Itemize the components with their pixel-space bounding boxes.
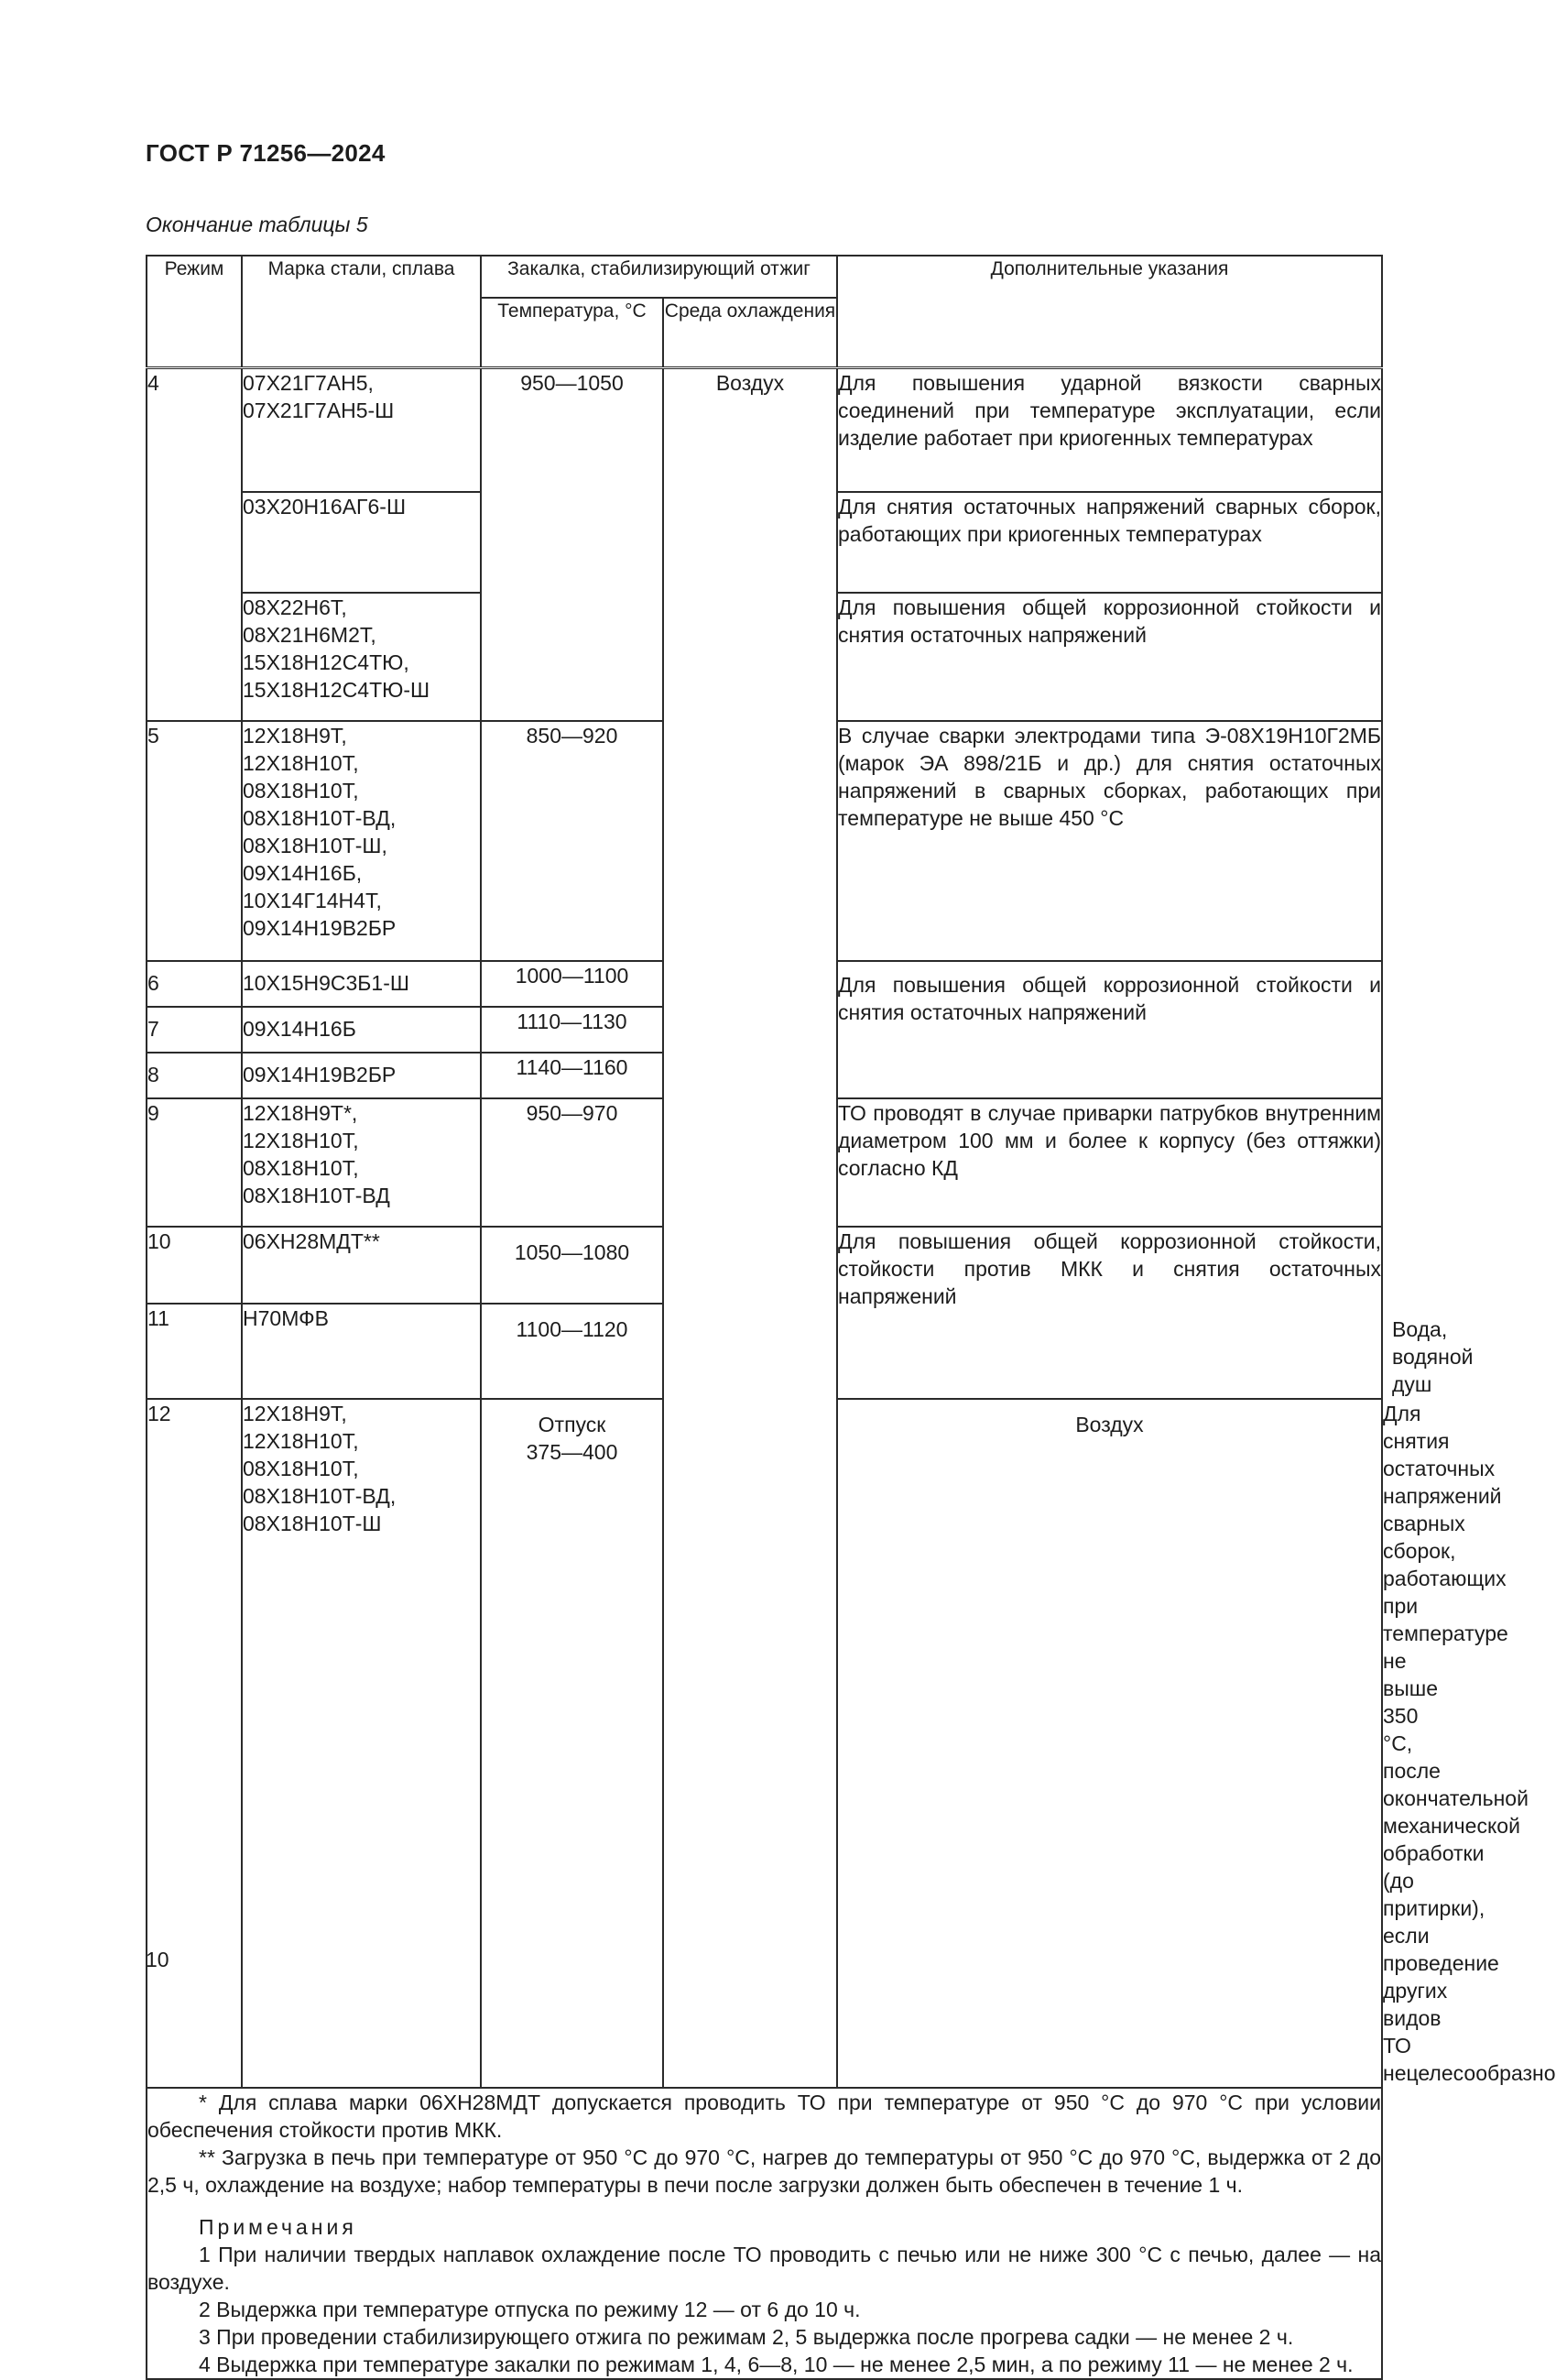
note-cell: Для повышения общей коррозионной стойкости и снятия остаточных напряжений <box>837 961 1382 1098</box>
grade-line: 09Х14Н19В2БР <box>243 916 397 940</box>
temperature-label: Отпуск <box>538 1413 606 1436</box>
grade-line: 07Х21Г7АН5-Ш <box>243 398 395 422</box>
temperature-cell: 950—1050 <box>481 367 663 721</box>
header-grade: Марка стали, сплава <box>242 256 481 367</box>
grade-line: 12Х18Н10Т, <box>243 1129 359 1152</box>
mode-cell: 6 <box>147 961 242 1007</box>
grade-line: 07Х21Г7АН5, <box>243 370 374 395</box>
grade-cell <box>242 593 481 721</box>
grade-line: 15Х18Н12С4ТЮ-Ш <box>243 678 430 702</box>
table-row: 12 12Х18Н9Т, 12Х18Н10Т, 08Х18Н10Т, 08Х18Н10Т-ВД, 08Х18Н10Т-Ш Отпуск 375—400 Воздух Для снятия остаточных напряжений сварных сборок, работающих при температуре не выше 350 °С, после окончательной механической обработки (до притирки), если проведение других видов ТО нецелесообразно <box>147 1399 1382 2088</box>
mode-cell: 9 <box>147 1098 242 1227</box>
note-cell: В случае сварки электродами типа Э-08Х19Н10Г2МБ (марок ЭА 898/21Б и др.) для снятия остаточных напряжений в сварных сборках, работающих при температуре не выше 450 °С <box>837 721 1382 961</box>
temperature-cell: 850—920 <box>481 721 663 961</box>
grade-line: 12Х18Н9Т, <box>243 724 347 748</box>
header-mode: Режим <box>147 256 242 367</box>
footnote: ** Загрузка в печь при температуре от 950 °С до 970 °С, нагрев до температуры от 950 °С до 970 °С, выдержка от 2 до 2,5 ч, охлаждение на воздухе; набор температуры в печи после загрузки должен быть обеспечен в течение 1 ч. <box>147 2145 1381 2197</box>
table-footer-row <box>147 2088 1382 2379</box>
grade-line: 08Х18Н10Т, <box>243 779 359 802</box>
table-row: 11 Н70МФВ 1100—1120 Вода, водяной душ <box>147 1304 1382 1399</box>
note-item: 3 При проведении стабилизирующего отжига по режимам 2, 5 выдержка после прогрева садки — не менее 2 ч. <box>199 2325 1294 2349</box>
mode-cell: 4 <box>147 367 242 721</box>
heat-treatment-table <box>146 255 1556 2380</box>
grade-line: 03Х20Н16АГ6-Ш <box>243 495 407 519</box>
table-caption: Окончание таблицы 5 <box>146 213 368 236</box>
grade-line: 08Х18Н10Т, <box>243 1457 359 1480</box>
grade-line: 08Х18Н10Т-Ш <box>243 1512 382 1535</box>
grade-cell <box>242 492 481 593</box>
grade-cell <box>242 1399 481 2088</box>
note-item: 2 Выдержка при температуре отпуска по режиму 12 — от 6 до 10 ч. <box>199 2298 861 2321</box>
temperature-cell: 1140—1160 <box>481 1053 663 1098</box>
grade-line: 08Х18Н10Т-ВД, <box>243 1484 397 1508</box>
note-cell: Для повышения ударной вязкости сварных соединений при температуре эксплуатации, если изделие работает при криогенных температурах <box>837 367 1382 492</box>
temperature-cell: 1000—1100 <box>481 961 663 1007</box>
mode-cell: 7 <box>147 1007 242 1053</box>
grade-line: 08Х22Н6Т, <box>243 595 347 619</box>
header-temperature: Температура, °C <box>481 298 663 367</box>
grade-line: 15Х18Н12С4ТЮ, <box>243 650 409 674</box>
grade-line: 08Х18Н10Т, <box>243 1156 359 1180</box>
mode-cell: 8 <box>147 1053 242 1098</box>
mode-cell: 5 <box>147 721 242 961</box>
header-notes: Дополнительные указания <box>837 256 1382 367</box>
grade-cell <box>242 721 481 961</box>
grade-cell: Н70МФВ <box>242 1304 481 1399</box>
grade-cell <box>242 367 481 492</box>
footer-cell <box>147 2088 1382 2379</box>
grade-line: 08Х18Н10Т-ВД, <box>243 806 397 830</box>
note-item: 1 При наличии твердых наплавок охлаждение после ТО проводить с печью или не ниже 300 °С с печью, далее — на воздухе. <box>147 2243 1381 2294</box>
grade-line: 08Х18Н10Т-Ш, <box>243 834 387 857</box>
medium-cell-merged: Воздух <box>663 367 837 2088</box>
temperature-cell: 950—970 <box>481 1098 663 1227</box>
grade-cell: 06ХН28МДТ** <box>242 1227 481 1304</box>
grade-cell: 09Х14Н16Б <box>242 1007 481 1053</box>
note-cell: ТО проводят в случае приварки патрубков внутренним диаметром 100 мм и более к корпусу (без оттяжки) согласно КД <box>837 1098 1382 1227</box>
temperature-cell: 1050—1080 <box>481 1227 663 1304</box>
note-cell: Для повышения общей коррозионной стойкости и снятия остаточных напряжений <box>837 593 1382 721</box>
note-cell: Для снятия остаточных напряжений сварных сборок, работающих при криогенных температурах <box>837 492 1382 593</box>
note-item: 4 Выдержка при температуре закалки по режимам 1, 4, 6—8, 10 — не менее 2,5 мин, а по режиму 11 — не менее 2 ч. <box>199 2353 1354 2376</box>
header-medium: Среда охлаждения <box>663 298 837 367</box>
grade-line: 12Х18Н9Т, <box>243 1402 347 1425</box>
temperature-value: 375—400 <box>526 1440 618 1464</box>
grade-cell <box>242 1098 481 1227</box>
mode-cell: 11 <box>147 1304 242 1399</box>
notes-title: Примечания <box>199 2215 357 2239</box>
grade-line: 10Х14Г14Н4Т, <box>243 889 382 912</box>
grade-cell: 10Х15Н9С3Б1-Ш <box>242 961 481 1007</box>
medium-cell: Воздух <box>837 1399 1382 2088</box>
note-cell: Для повышения общей коррозионной стойкости, стойкости против МКК и снятия остаточных напряжений <box>837 1227 1382 1399</box>
table-row <box>147 367 1382 492</box>
temperature-cell: 1100—1120 <box>481 1304 663 1399</box>
header-group: Закалка, стабилизирующий отжиг <box>481 256 837 298</box>
document-header: ГОСТ Р 71256—2024 <box>146 139 386 167</box>
temperature-cell: 1110—1130 <box>481 1007 663 1053</box>
temperature-cell <box>481 1399 663 2088</box>
mode-cell: 10 <box>147 1227 242 1304</box>
mode-cell: 12 <box>147 1399 242 2088</box>
grade-cell: 09Х14Н19В2БР <box>242 1053 481 1098</box>
grade-line: 08Х18Н10Т-ВД <box>243 1184 390 1207</box>
grade-line: 12Х18Н10Т, <box>243 751 359 775</box>
grade-line: 12Х18Н10Т, <box>243 1429 359 1453</box>
page-number: 10 <box>146 1948 169 1971</box>
grade-line: 09Х14Н16Б, <box>243 861 363 885</box>
grade-line: 08Х21Н6М2Т, <box>243 623 376 647</box>
footnote: * Для сплава марки 06ХН28МДТ допускается проводить ТО при температуре от 950 °С до 970 °С при условии обеспечения стойкости против МКК. <box>147 2091 1381 2142</box>
grade-line: 12Х18Н9Т*, <box>243 1101 358 1125</box>
